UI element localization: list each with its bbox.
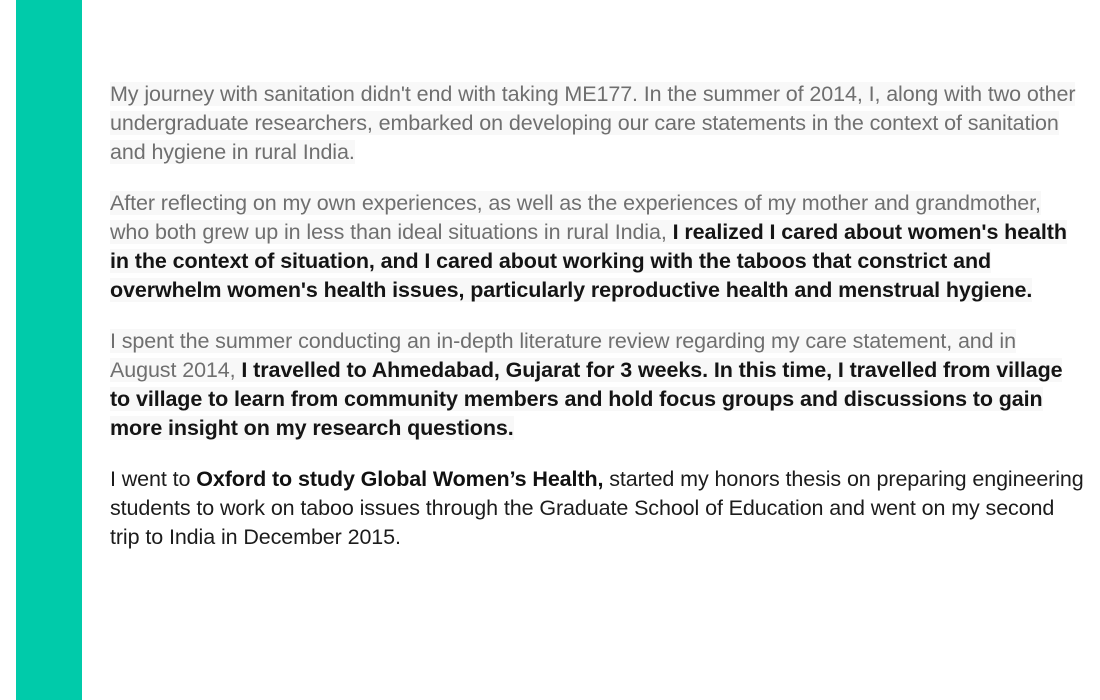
paragraph-text: started my honors thesis on preparing engineering students to work on taboo issues through the Graduate School of Education and went on my second trip to India in December 2015. (110, 467, 1084, 549)
paragraph-emphasis: Oxford to study Global Women’s Health, (196, 467, 604, 491)
paragraph-oxford (110, 465, 1085, 552)
paragraph-text: My journey with sanitation didn't end with taking ME177. In the summer of 2014, I, along with two other undergraduate researchers, embarked on developing our care statements in the context of sanitation and hygiene in rural India. (110, 82, 1076, 164)
paragraph-text: I went to (110, 467, 197, 491)
paragraph-literature-review (110, 327, 1085, 443)
paragraph-text: After reflecting on my own experiences, as well as the experiences of my mother and grandmother, who both grew up in less than ideal situations in rural India, (110, 191, 1041, 244)
paragraph-text: I spent the summer conducting an in-depth literature review regarding my care statement, and in August 2014, (110, 329, 1016, 382)
paragraph-emphasis: I realized I cared about women's health in the context of situation, and I cared about working with the taboos that constrict and overwhelm women's health issues, particularly reproductive health and menstrual hygiene. (110, 220, 1067, 302)
paragraph-sanitation-journey (110, 80, 1085, 167)
accent-bar (16, 0, 82, 700)
paragraph-reflection (110, 189, 1085, 305)
paragraph-emphasis: I travelled to Ahmedabad, Gujarat for 3 weeks. In this time, I travelled from village to village to learn from community members and hold focus groups and discussions to gain more insight on my research questions. (110, 358, 1063, 440)
article-body (110, 80, 1085, 574)
